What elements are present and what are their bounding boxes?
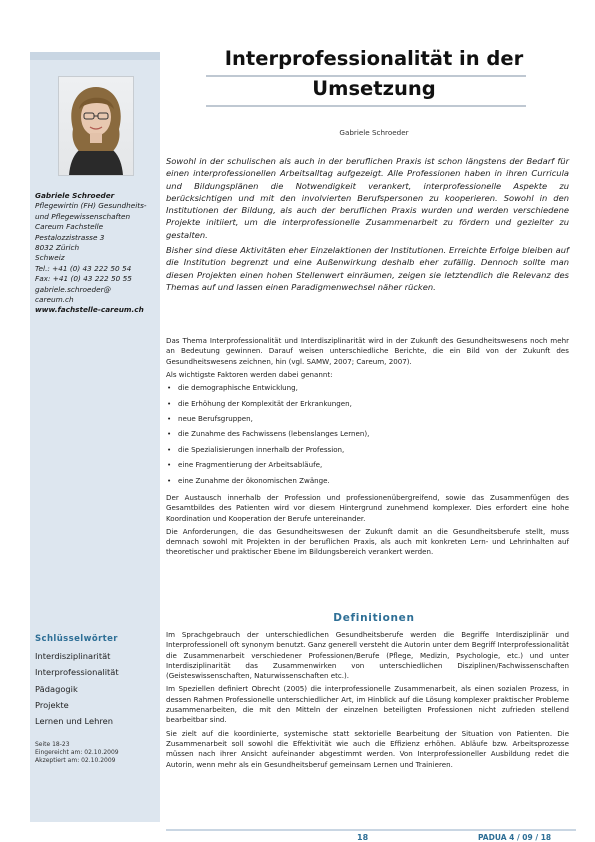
author-website-link[interactable]: www.fachstelle-careum.ch [35,305,144,315]
author-line: Schweiz [35,253,65,263]
author-email[interactable]: gabriele.schroeder@ [35,284,111,294]
article-intro [166,155,569,296]
body-paragraph: Als wichtigste Faktoren werden dabei genannt: [166,369,333,379]
article-title [180,44,568,104]
body-paragraph: Im Sprachgebrauch der unterschiedlichen Gesundheitsberufe werden die Begriffe Interdisziplinär und Interprofessionell oft synonym benutzt. Ganz generell versteht die Autorin unter dem Begriff Interprofessionalität die Zusammenarbeit verschiedener Professionen/Berufe (Pflege, Medizin, Psychologie, etc.) und unter Interdisziplinarität das Zusammenwirken von unterschiedlichen Disziplinen/Fachwissenschaften (Geisteswissenschaften, Naturwissenschaften etc.). [166,630,569,681]
author-email[interactable]: careum.ch [35,295,74,305]
keywords-heading: Schlüsselwörter [35,634,118,644]
title-line-2: Umsetzung [312,77,436,100]
author-line: Pflegewirtin (FH) Gesundheits- [35,201,147,211]
title-rule [206,105,526,107]
keyword-item: Lernen und Lehren [35,716,113,727]
author-phone: Tel.: +41 (0) 43 222 50 54 [35,263,132,273]
factor-list-item: • eine Fragmentierung der Arbeitsabläufe, [166,460,569,475]
body-section-definitionen [166,630,569,773]
body-paragraph: Die Anforderungen, die das Gesundheitswesen der Zukunft damit an die Gesundheitsberufe stellt, muss demnach sowohl mit Projekten in der beruflichen Praxis, als auch mit konkreten Lern- und Lehrinhalten auf theoretischer und praktischer Ebene im Bildungsbereich verankert werden. [166,526,569,557]
intro-paragraph: Bisher sind diese Aktivitäten eher Einzelaktionen der Institutionen. Erreichte Erfolge bleiben auf die Institution begrenzt und eine Außenwirkung deshalb eher zufällig. Dennoch sollte man diesen Projekten einen hohen Stellenwert einräumen, zeigen sie letztendlich die Relevanz des Themas auf und lassen einen Paradigmenwechsel näher rücken. [166,245,569,292]
keyword-item: Interprofessionalität [35,667,119,678]
author-fax: Fax: +41 (0) 43 222 50 55 [35,274,132,284]
author-line: Pestalozzistrasse 3 [35,232,105,242]
factor-list-item: • die Spezialisierungen innerhalb der Profession, [166,445,569,460]
title-line-1: Interprofessionalität in der [224,47,524,70]
body-section-1 [166,336,569,561]
body-paragraph: Der Austausch innerhalb der Profession und professionenübergreifend, sowie das Zusammenfügen des Gesamtbildes des Patienten wird vor diesem Hintergrund zunehmend komplexer. Dies erfordert eine hohe Koordination und Kooperation der Berufe untereinander. [166,492,569,523]
intro-paragraph: Sowohl in der schulischen als auch in der beruflichen Praxis ist schon längstens der Bedarf für einen interprofessionellen Arbeitsalltag aufgezeigt. Alle Professionen haben in ihren Curricula und Bildungsplänen die Notwendigkeit verankert, interprofessionelle Aspekte zu berücksichtigen und mit den involvierten Berufspersonen zu kooperieren. Sowohl in den Institutionen der Bildung, als auch der beruflichen Praxis wurden und werden verschiedene Projekte initiiert, um die interprofessionelle Zusammenarbeit zu fördern und gezielter zu gestalten. [166,156,569,240]
article-byline: Gabriele Schroeder [339,128,409,137]
keyword-item: Projekte [35,699,69,710]
section-heading-definitionen: Definitionen [333,612,415,624]
author-name: Gabriele Schroeder [35,191,115,200]
factor-list-item: • eine Zunahme der ökonomischen Zwänge. [166,476,569,491]
article-meta [35,741,119,765]
factor-list-item: • die Zunahme des Fachwissens (lebenslanges Lernen), [166,429,569,444]
keywords-list [35,651,119,732]
author-line: 8032 Zürich [35,243,80,253]
factor-list-item: • die demographische Entwicklung, [166,383,569,398]
factor-list-item: • die Erhöhung der Komplexität der Erkrankungen, [166,399,569,414]
page-range: Seite 18-23 [35,741,70,748]
author-line: und Pflegewissenschaften [35,211,131,221]
body-paragraph: Das Thema Interprofessionalität und Interdisziplinarität wird in der Zukunft des Gesundheitswesens noch mehr an Bedeutung gewinnen. Darauf weisen unterschiedliche Berichte, die ein Bild von der Zukunft des Gesundheitswesens zeichnen, hin (vgl. SAMW, 2007; Careum, 2007). [166,336,569,366]
footer-rule [166,829,576,831]
keyword-item: Pädagogik [35,683,78,694]
journal-name: PADUA 4 / 09 / 18 [478,833,552,842]
keyword-item: Interdisziplinarität [35,651,111,661]
sidebar-top-strip [30,52,160,60]
body-paragraph: Sie zielt auf die koordinierte, systemische statt sektorielle Bearbeitung der Situation von Patienten. Die Zusammenarbeit soll sowohl die Effektivität wie auch die Effizienz erhöhen. Abläufe bzw. Arbeitsprozesse müssen nach ihrer Ansicht aufeinander abgestimmt werden. Von Interprofessioneller Ausbildung redet die Autorin, wenn mehr als ein Gesundheitsberuf gemeinsam Lernen und Trainieren. [166,728,569,769]
body-paragraph: Im Speziellen definiert Obrecht (2005) die interprofessionelle Zusammenarbeit, als einen sozialen Prozess, in dessen Rahmen Professionelle unterschiedlicher Art, im Hinblick auf die Lösung komplexer praktischer Probleme zusammenarbeiten, die mit den Mitteln der einzelnen beteiligten Professionen nicht zufrieden stellend bearbeitbar sind. [166,684,569,725]
author-line: Careum Fachstelle [35,222,104,232]
title-rule [206,75,526,77]
factor-list-item: • neue Berufsgruppen, [166,414,569,429]
author-photo [58,76,134,176]
received-date: Eingereicht am: 02.10.2009 [35,749,119,756]
factor-list [166,383,569,491]
page-number: 18 [357,833,369,842]
accepted-date: Akzeptiert am: 02.10.2009 [35,757,116,764]
author-contact [35,191,160,316]
